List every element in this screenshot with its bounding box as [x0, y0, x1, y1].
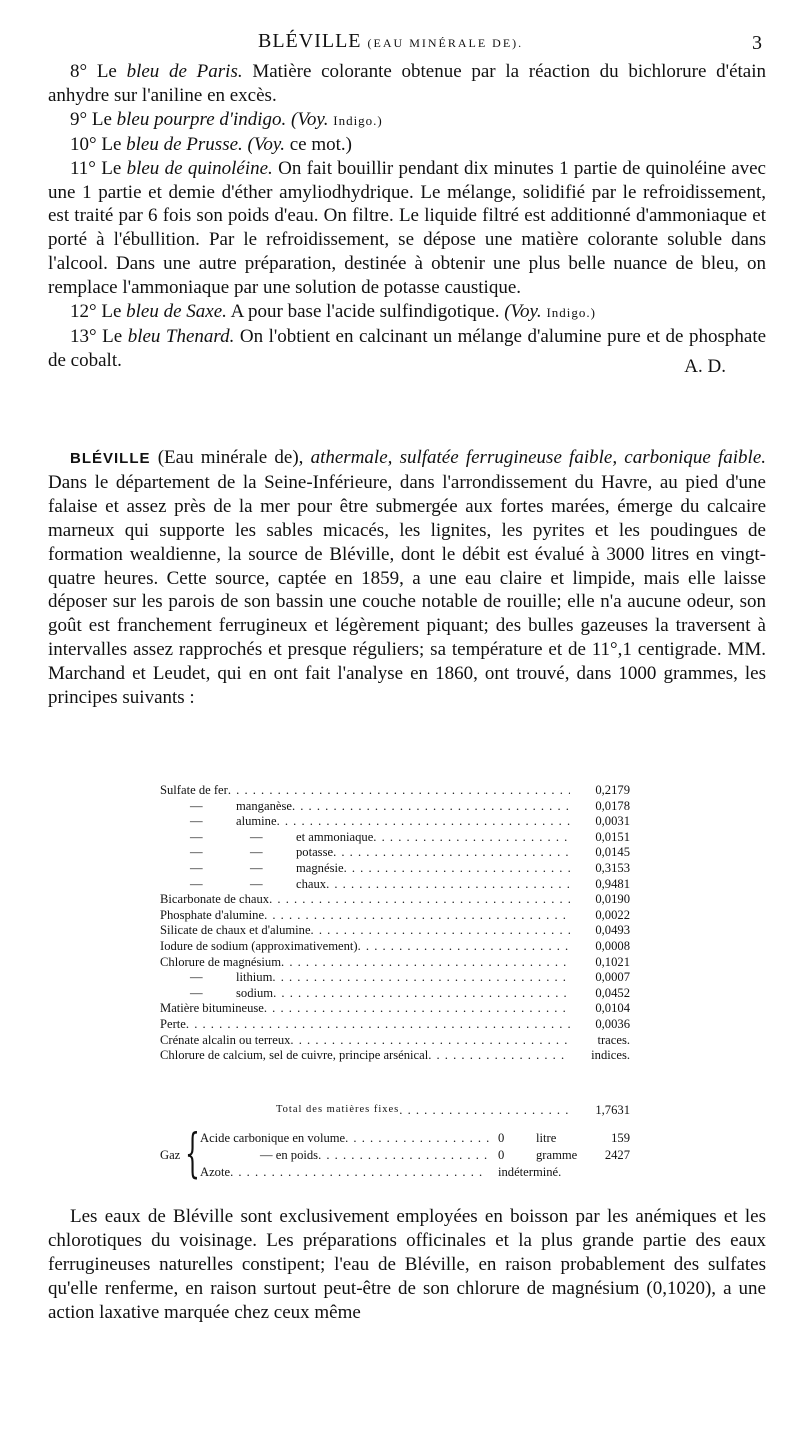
entry-text: Dans le département de la Seine-Inférieure, dans l'arrondissement du Havre, au pied d'une falaise et assez près de la mer pour être submergée aux fortes marées, émerge du calcaire marneux qui supporte les sables micacés, les lignites, les pyrites et les poudingues de formation wealdienne, la source de Bléville, dont le débit est évalué à 3000 litres en vingt-quatre heures. Cette source, captée en 1859, a une eau claire et limpide, mais elle laisse déposer sur les parois de son bassin une couche notable de rouille; elle n'a aucune odeur, son goût est franchement ferrugineux et légèrement piquant; des bulles gazeuses la traversent à intervalles assez rapprochés et presque réguliers; sa température et de 11°,1 centigrade. MM. Marchand et Leudet, qui en ont fait l'analyse en 1860, ont trouvé, dans 1000 grammes, les principes suivants :	[48, 471, 766, 709]
analysis-row-label	[160, 970, 272, 986]
analysis-row	[160, 877, 630, 893]
analysis-row-text: Crénate alcalin ou terreux	[160, 1032, 291, 1047]
analysis-row-text: magnésie	[296, 860, 344, 875]
ditto-mark: —	[250, 845, 263, 860]
analysis-row-value: 0,1021	[595, 954, 630, 969]
running-head-sub: (EAU MINÉRALE DE).	[367, 36, 524, 50]
ditto-mark: —	[190, 985, 203, 1000]
closing-paragraph	[48, 1205, 766, 1325]
ditto-mark: —	[190, 876, 203, 891]
entry-paragraph	[48, 446, 766, 710]
analysis-row-text: manganèse	[236, 798, 292, 813]
analysis-row	[160, 970, 630, 986]
analysis-row	[160, 861, 630, 877]
analysis-row-value: 0,0452	[595, 985, 630, 1000]
analysis-row	[160, 1033, 630, 1049]
bleu-item-10: 10° Le bleu de Prusse. (Voy. ce mot.)	[70, 133, 353, 155]
analysis-row-text: Bicarbonate de chaux	[160, 892, 270, 907]
ditto-mark: —	[250, 860, 263, 875]
analysis-row-value: 0,9481	[595, 876, 630, 891]
ditto-mark: —	[190, 860, 203, 875]
analysis-row	[160, 923, 630, 939]
analysis-row	[160, 1001, 630, 1017]
total-value: 1,7631	[595, 1103, 630, 1117]
ditto-mark: —	[190, 798, 203, 813]
analysis-row-label	[160, 783, 228, 799]
analysis-row-label	[160, 814, 277, 830]
analysis-row-value: 0,0104	[595, 1001, 630, 1016]
bleu-item-9: 9° Le bleu pourpre d'indigo. (Voy. Indigo.)	[70, 108, 383, 130]
ditto-mark: —	[250, 829, 263, 844]
analysis-row-text: et ammoniaque	[296, 829, 374, 844]
analysis-row-value: 0,0178	[595, 798, 630, 813]
analysis-row-label	[160, 892, 269, 908]
analysis-row-value: 0,0031	[595, 814, 630, 829]
analysis-row-label	[160, 877, 326, 893]
analysis-row	[160, 783, 630, 799]
running-header	[0, 30, 800, 54]
analysis-row-label	[160, 799, 292, 815]
analysis-row-value: 0,0022	[595, 907, 630, 922]
analysis-row	[160, 845, 630, 861]
analysis-row-label	[160, 908, 264, 924]
ditto-mark: —	[250, 876, 263, 891]
analysis-row-label	[160, 923, 311, 939]
analysis-row	[160, 1048, 630, 1064]
analysis-row-text: Iodure de sodium (approximativement)	[160, 938, 358, 953]
running-head-main: BLÉVILLE	[258, 30, 362, 52]
analysis-row	[160, 1017, 630, 1033]
analysis-row-label	[160, 830, 373, 846]
page-number: 3	[752, 32, 762, 54]
analysis-row-text: Perte	[160, 1016, 186, 1031]
gas-row: Acide carbonique en volume . . . 0 litre 159	[200, 1130, 630, 1147]
analysis-row	[160, 939, 630, 955]
bleu-item-11: 11° Le bleu de quinoléine. On fait bouillir pendant dix minutes 1 partie de quinoléine avec une 1 partie et demie d'éther amyliodhydrique. Le mélange, solidifié par le refroidissement, est traité par 6 fois son poids d'eau. On filtre. Le liquide filtré est additionné d'ammoniaque et porté à l'ébullition. Par le refroidissement, se dépose une matière colorante soluble dans l'alcool. Dans une autre préparation, destinée à obtenir une plus belle nuance de bleu, on remplace l'ammoniaque par une solution de potasse caustique.	[48, 157, 766, 299]
bleu-item-13: 13° Le bleu Thenard. On l'obtient en calcinant un mélange d'alumine pure et de phosphate de cobalt. A. D.	[48, 325, 767, 377]
gas-row: Azote . . . indéterminé.	[200, 1164, 630, 1181]
analysis-row-text: lithium	[236, 970, 273, 985]
analysis-row	[160, 814, 630, 830]
gas-row: — en poids . . . 0 gramme 2427	[200, 1147, 630, 1164]
analysis-row-text: Phosphate d'alumine	[160, 907, 265, 922]
analysis-row-text: potasse	[296, 845, 334, 860]
analysis-row-text: Sulfate de fer	[160, 783, 228, 797]
analysis-row	[160, 908, 630, 924]
analysis-row-value: 0,0145	[595, 845, 630, 860]
entry-headword: BLÉVILLE	[70, 450, 151, 467]
analysis-row-value: 0,0008	[595, 938, 630, 953]
entry-subtitle: (Eau minérale de),	[157, 447, 304, 468]
analysis-row-value: 0,0036	[595, 1016, 630, 1031]
ditto-mark: —	[190, 970, 203, 985]
running-head-title	[258, 30, 523, 53]
analysis-row	[160, 799, 630, 815]
ditto-mark: —	[190, 845, 203, 860]
ditto-mark: —	[190, 829, 203, 844]
analysis-row-label	[160, 986, 273, 1002]
gas-label: Gaz	[160, 1148, 181, 1162]
analysis-row-text: Silicate de chaux et d'alumine	[160, 923, 311, 938]
analysis-row-text: alumine	[236, 814, 277, 829]
total-row	[276, 1102, 630, 1118]
analysis-row-label	[160, 1001, 264, 1017]
analysis-row-value: 0,0493	[595, 923, 630, 938]
analysis-row-text: sodium	[236, 985, 274, 1000]
analysis-row-value: 0,0190	[595, 892, 630, 907]
ditto-mark: —	[190, 814, 203, 829]
analysis-row-label	[160, 955, 281, 971]
analysis-row-text: Matière bitumineuse	[160, 1001, 264, 1016]
analysis-row	[160, 892, 630, 908]
analysis-row-text: Chlorure de magnésium	[160, 954, 282, 969]
analysis-row-value: traces.	[597, 1032, 630, 1047]
analysis-row-value: 0,3153	[595, 860, 630, 875]
analysis-row-label	[160, 861, 344, 877]
analysis-row-value: indices.	[591, 1048, 630, 1063]
gas-brace: {	[185, 1124, 200, 1184]
closing-text: Les eaux de Bléville sont exclusivement employées en boisson par les anémiques et les chlorotiques du voisinage. Les préparations officinales et la plus grande partie des eaux ferrugineuses naturelles constipent; l'eau de Bléville, en raison probablement des sulfates qu'elle renferme, en raison surtout peut-être de son chlorure de magnésium (0,1020), a une action laxative marquée chez ceux même	[48, 1206, 766, 1323]
analysis-row-text: Chlorure de calcium, sel de cuivre, principe arsénical	[160, 1048, 429, 1063]
bleu-item-8: 8° Le bleu de Paris. Matière colorante obtenue par la réaction du bichlorure d'étain anhydre sur l'aniline en excès.	[48, 61, 767, 106]
analysis-row	[160, 955, 630, 971]
bleu-item-12: 12° Le bleu de Saxe. A pour base l'acide sulfindigotique. (Voy. Indigo.)	[70, 301, 596, 323]
analysis-row-label	[160, 1048, 428, 1064]
total-label: Total des matières fixes	[276, 1104, 400, 1115]
bleville-entry	[48, 446, 766, 710]
author-signature: A. D.	[684, 355, 726, 377]
analysis-row-label	[160, 1033, 290, 1049]
analysis-row-value: 0,2179	[595, 783, 630, 797]
analysis-row	[160, 830, 630, 846]
analysis-row-label	[160, 1017, 186, 1033]
entry-qualifiers: athermale, sulfatée ferrugineuse faible, carbonique faible.	[310, 447, 766, 468]
bleu-list	[48, 60, 766, 379]
analysis-table	[160, 783, 630, 1064]
analysis-row-value: 0,0151	[595, 829, 630, 844]
analysis-row-value: 0,0007	[595, 970, 630, 985]
analysis-row-label	[160, 845, 333, 861]
analysis-row-label	[160, 939, 358, 955]
analysis-row-text: chaux	[296, 876, 327, 891]
analysis-row	[160, 986, 630, 1002]
